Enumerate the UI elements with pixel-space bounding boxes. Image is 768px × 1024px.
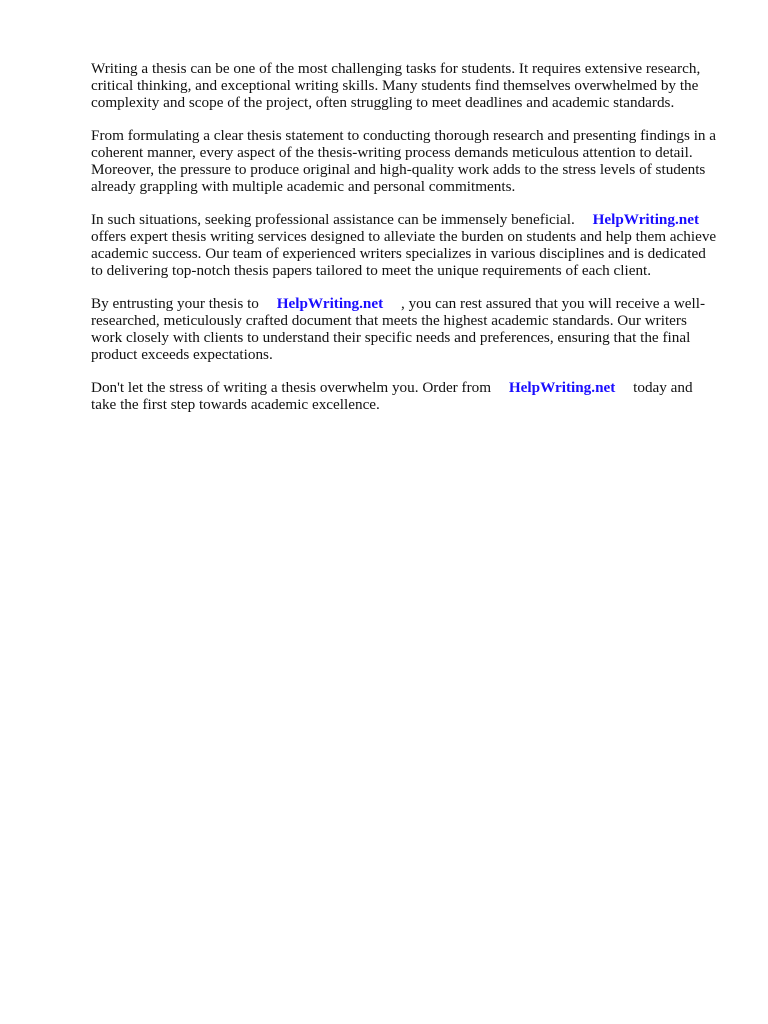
- paragraph-text-after: today and take the first step towards academic excellence.: [91, 379, 693, 413]
- paragraph-2: [91, 127, 719, 195]
- helpwriting-link[interactable]: HelpWriting.net: [508, 379, 616, 396]
- helpwriting-link[interactable]: HelpWriting.net: [276, 295, 384, 312]
- paragraph-text: From formulating a clear thesis statement to conducting thorough research and presenting findings in a coherent manner, every aspect of the thesis-writing process demands meticulous attention to detail. Moreover, the pressure to produce original and high-quality work adds to the stress levels of students already grappling with multiple academic and personal commitments.: [91, 127, 717, 195]
- paragraph-text: Writing a thesis can be one of the most challenging tasks for students. It requires extensive research, critical thinking, and exceptional writing skills. Many students find themselves overwhelmed by the complexity and scope of the project, often struggling to meet deadlines and academic standards.: [91, 60, 701, 111]
- paragraph-1: [91, 60, 719, 111]
- paragraph-text-after: , you can rest assured that you will receive a well-researched, meticulously crafted document that meets the highest academic standards. Our writers work closely with clients to understand their specific needs and preferences, ensuring that the final product exceeds expectations.: [91, 295, 706, 363]
- helpwriting-link[interactable]: HelpWriting.net: [592, 211, 700, 228]
- paragraph-3: [91, 211, 719, 279]
- paragraph-4: [91, 295, 719, 363]
- paragraph-text-before: By entrusting your thesis to: [91, 295, 263, 312]
- paragraph-text-after: offers expert thesis writing services designed to alleviate the burden on students and help them achieve academic success. Our team of experienced writers specializes in various disciplines and is dedicated to delivering top-notch thesis papers tailored to meet the unique requirements of each client.: [91, 228, 717, 279]
- paragraph-text-before: Don't let the stress of writing a thesis overwhelm you. Order from: [91, 379, 495, 396]
- paragraph-text-before: In such situations, seeking professional assistance can be immensely beneficial.: [91, 211, 579, 228]
- document-page: [91, 60, 719, 429]
- paragraph-5: [91, 379, 719, 413]
